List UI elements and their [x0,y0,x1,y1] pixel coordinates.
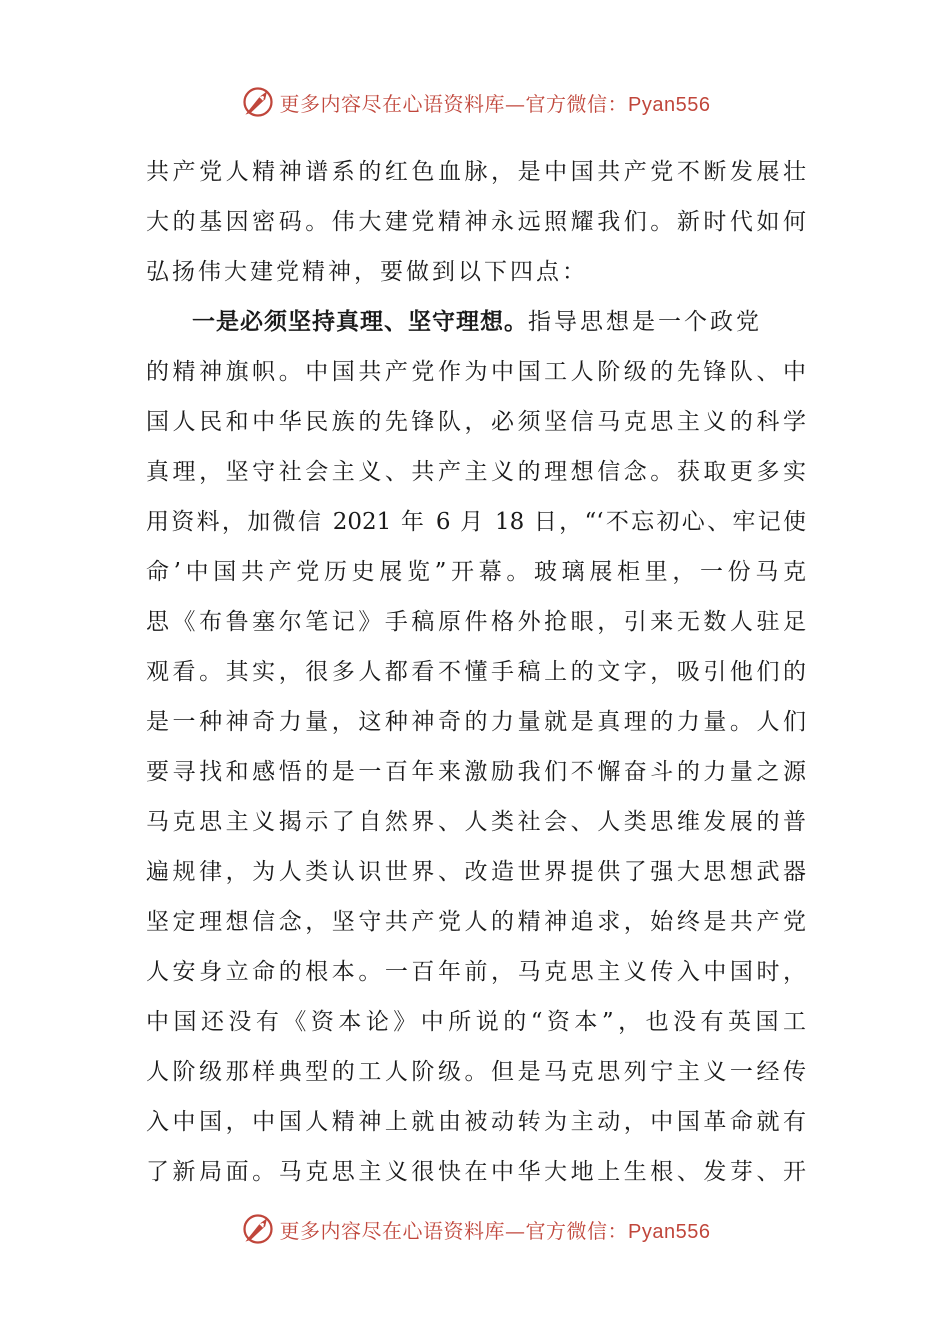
body-line-8: 用资料，加微信 2021 年 6 月 18 日，“‘不忘初心、牢记使 [146,509,806,535]
body-line-16: 坚定理想信念，坚守共产党人的精神追求，始终是共产党 [146,909,806,935]
body-line-4 [146,297,806,347]
header-banner [0,82,950,122]
body-line-11: 观看。其实，很多人都看不懂手稿上的文字，吸引他们的 [146,659,806,685]
body-line-13: 要寻找和感悟的是一百年来激励我们不懈奋斗的力量之源 [146,759,806,785]
body-line-19: 人阶级那样典型的工人阶级。但是马克思列宁主义一经传 [146,1059,806,1085]
document-body [146,147,806,1197]
body-line-6: 国人民和中华民族的先锋队，必须坚信马克思主义的科学 [146,409,806,435]
header-text: 更多内容尽在心语资料库—官方微信：Pyan556 [279,91,711,116]
section-lead-text: 指导思想是一个政党 [528,309,762,335]
body-line-12: 是一种神奇力量，这种神奇的力量就是真理的力量。人们 [146,709,806,735]
footer-wechat-id: Pyan556 [628,1220,711,1243]
body-line-10: 思《布鲁塞尔笔记》手稿原件格外抢眼，引来无数人驻足 [146,609,806,635]
pen-nib-logo-icon [240,84,276,120]
body-line-14: 马克思主义揭示了自然界、人类社会、人类思维发展的普 [146,809,806,835]
body-line-21: 了新局面。马克思主义很快在中华大地上生根、发芽、开 [146,1159,806,1185]
body-line-9: 命’中国共产党历史展览”开幕。玻璃展柜里，一份马克 [146,559,806,585]
footer-banner [0,1209,950,1249]
body-line-15: 遍规律，为人类认识世界、改造世界提供了强大思想武器 [146,859,806,885]
section-lead-heading: 一是必须坚持真理、坚守理想。 [192,309,528,335]
body-line-17: 人安身立命的根本。一百年前，马克思主义传入中国时， [146,959,806,985]
body-line-18: 中国还没有《资本论》中所说的“资本”，也没有英国工 [146,1009,806,1035]
pen-nib-logo-icon [240,1211,276,1247]
header-wechat-id: Pyan556 [628,93,711,116]
body-line-3: 弘扬伟大建党精神，要做到以下四点： [146,259,588,285]
body-line-1: 共产党人精神谱系的红色血脉，是中国共产党不断发展壮 [146,159,806,185]
body-line-20: 入中国，中国人精神上就由被动转为主动，中国革命就有 [146,1109,806,1135]
body-line-7: 真理，坚守社会主义、共产主义的理想信念。获取更多实 [146,459,806,485]
footer-text: 更多内容尽在心语资料库—官方微信：Pyan556 [279,1218,711,1243]
body-line-5: 的精神旗帜。中国共产党作为中国工人阶级的先锋队、中 [146,359,806,385]
body-line-2: 大的基因密码。伟大建党精神永远照耀我们。新时代如何 [146,209,806,235]
